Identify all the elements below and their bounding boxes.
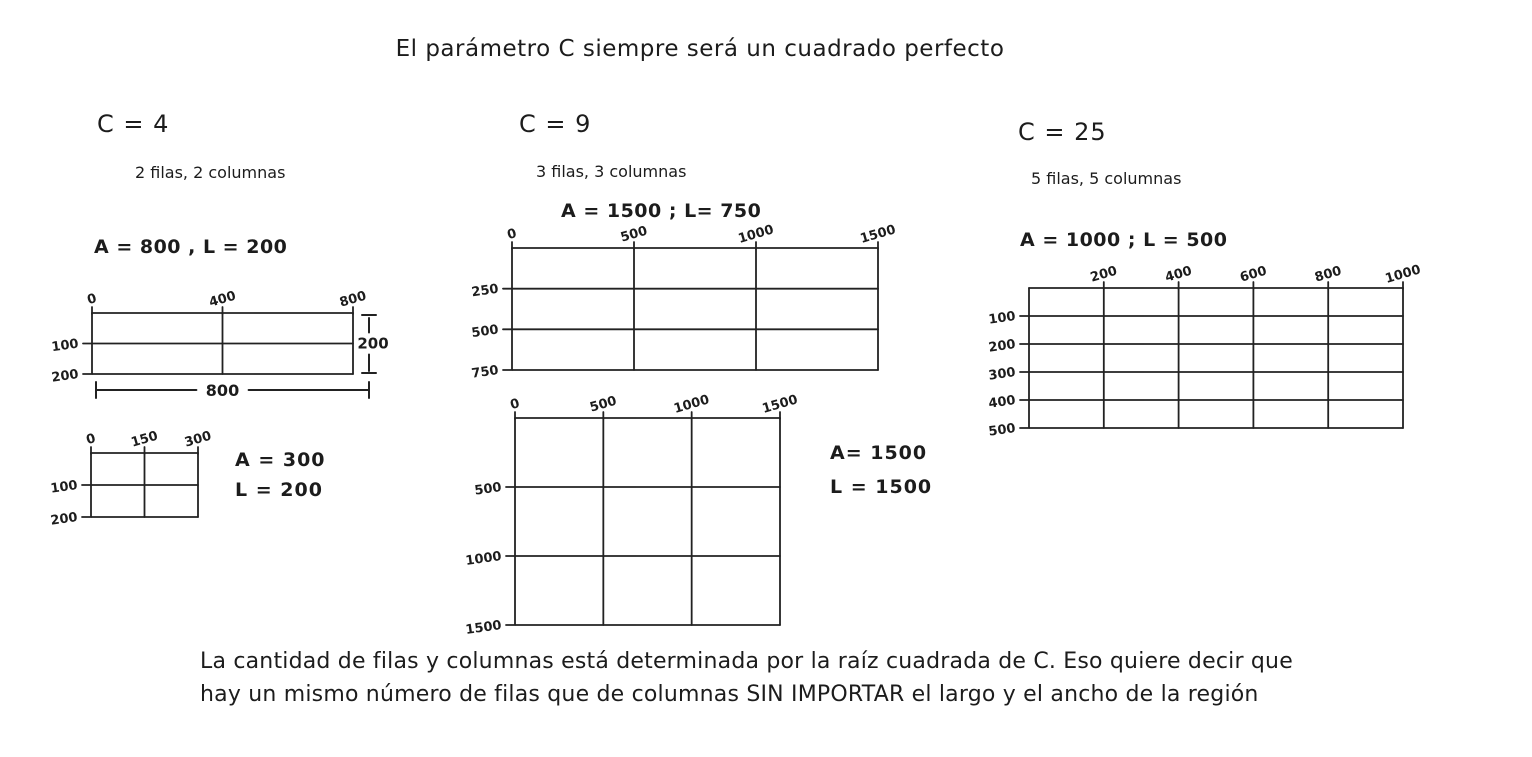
left-tick-label: 100 [49,478,79,497]
c9-grid-square [464,392,800,638]
top-tick-label: 200 [1088,263,1119,286]
section-c4-heading: C = 4 [97,110,170,138]
section-c9-rows-cols-label: 3 filas, 3 columnas [536,162,687,181]
grid-drawing [987,262,1423,440]
right-dimension-label: 200 [357,334,389,353]
grid-drawing [49,428,214,529]
section-c4-params-label: A = 800 , L = 200 [94,236,288,258]
grid-drawing [50,288,389,400]
grid-drawing [470,222,898,382]
section-c9-params-label: A = 1500 ; L= 750 [561,200,762,222]
top-tick-label: 300 [182,428,214,451]
top-tick-label: 1000 [1383,262,1423,287]
left-tick-label: 1000 [464,549,503,569]
left-tick-label: 100 [987,309,1017,328]
c4-small-grid-area-label: A = 300 [235,449,326,471]
top-tick-label: 800 [1313,263,1344,286]
left-tick-label: 500 [987,421,1017,440]
top-tick-label: 0 [85,291,99,309]
top-tick-label: 1500 [760,392,800,417]
footer-line-1: La cantidad de filas y columnas está determinada por la raíz cuadrada de C. Eso quiere decir que [200,649,1293,674]
top-tick-label: 1000 [672,392,712,417]
top-tick-label: 1000 [736,222,776,247]
top-tick-label: 800 [337,288,369,311]
left-tick-label: 500 [470,322,500,342]
top-tick-label: 0 [508,396,522,414]
c9-square-grid-area-label: A= 1500 [830,442,928,464]
left-tick-label: 200 [49,510,79,529]
top-tick-label: 400 [207,288,238,311]
top-tick-label: 0 [84,431,98,449]
top-tick-label: 1500 [858,222,898,247]
left-tick-label: 400 [987,393,1017,412]
bottom-dimension-label: 800 [205,381,240,400]
left-tick-label: 300 [987,365,1017,384]
section-c25-params-label: A = 1000 ; L = 500 [1020,229,1228,251]
section-c4-rows-cols-label: 2 filas, 2 columnas [135,163,286,182]
grid-drawing [464,392,800,638]
left-tick-label: 750 [470,363,500,382]
footer-explanation [200,645,1293,711]
c4-grid-small [49,428,214,529]
left-tick-label: 100 [50,336,80,356]
page-title: El parámetro C siempre será un cuadrado perfecto [395,36,1005,62]
section-c25-rows-cols-label: 5 filas, 5 columnas [1031,169,1182,188]
top-tick-label: 500 [618,223,650,246]
section-c25-heading: C = 25 [1018,118,1107,146]
top-tick-label: 150 [129,428,160,451]
top-tick-label: 500 [588,393,619,416]
top-tick-label: 400 [1163,263,1194,286]
c4-small-grid-length-label: L = 200 [235,479,323,501]
c4-grid-rectangular [50,288,389,400]
c9-grid-wide [470,222,898,382]
top-tick-label: 600 [1238,263,1269,286]
section-c9-heading: C = 9 [519,110,592,138]
left-tick-label: 200 [50,367,80,386]
c9-square-grid-length-label: L = 1500 [830,476,933,498]
footer-line-2: hay un mismo número de filas que de columnas SIN IMPORTAR el largo y el ancho de la región [200,682,1259,707]
left-tick-label: 250 [470,281,500,301]
left-tick-label: 1500 [464,618,503,638]
top-tick-label: 0 [505,226,519,244]
left-tick-label: 500 [473,480,503,499]
c25-grid [987,262,1423,440]
left-tick-label: 200 [987,337,1017,356]
